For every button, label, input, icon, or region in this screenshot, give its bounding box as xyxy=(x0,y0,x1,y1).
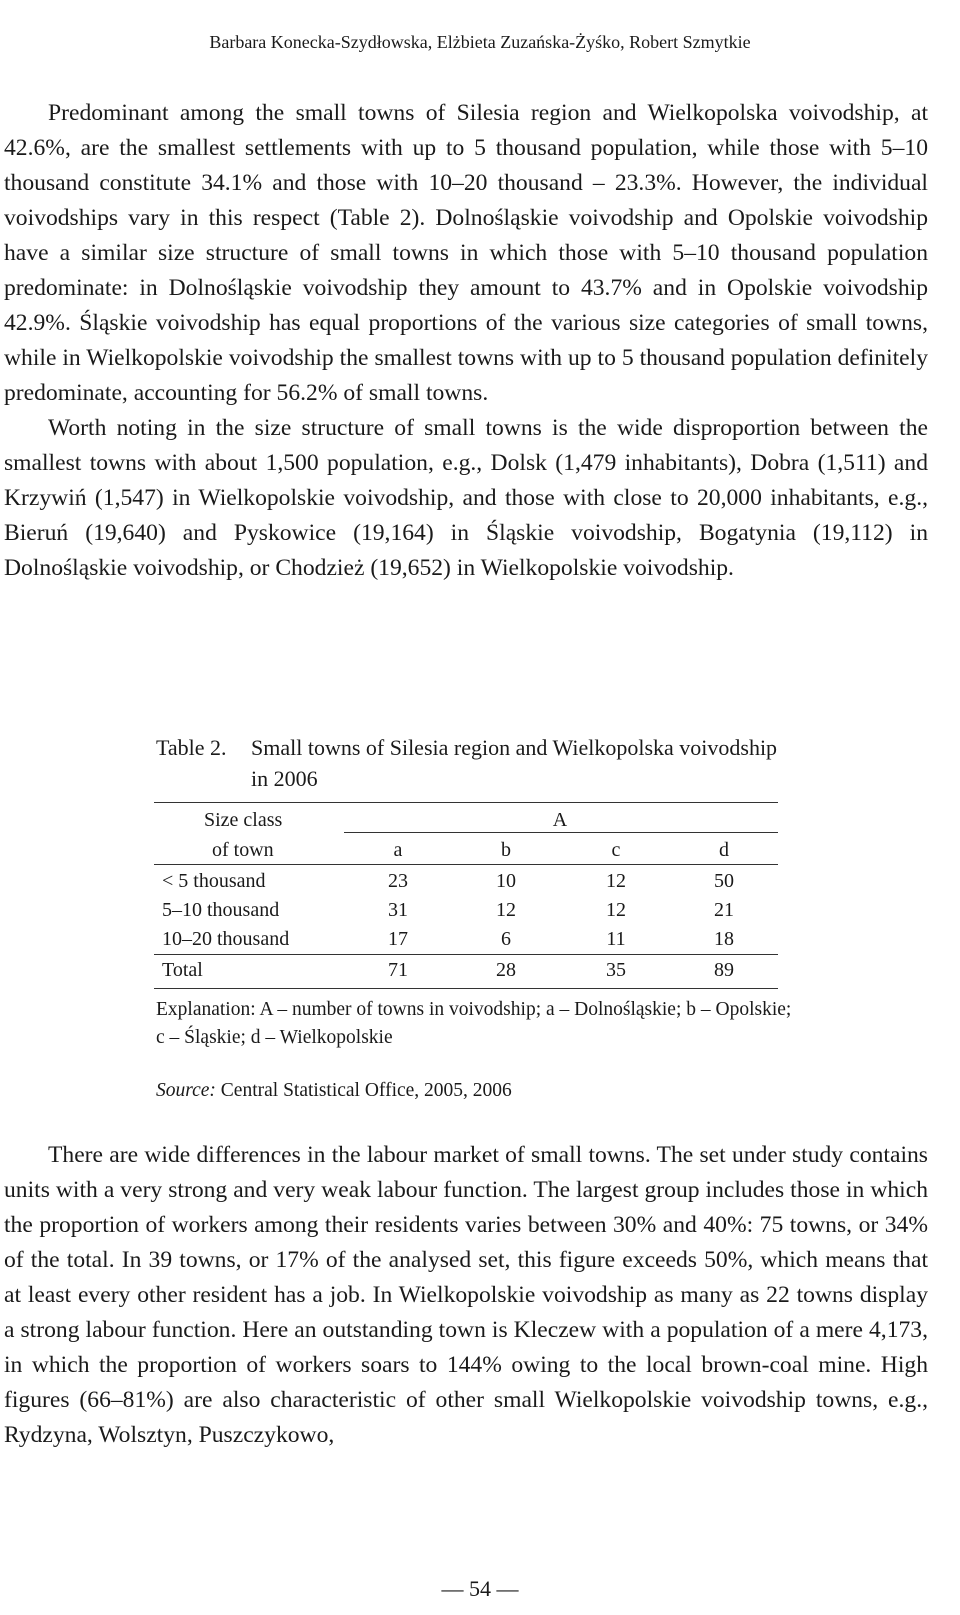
table-source xyxy=(156,1077,796,1105)
source-label: Source: xyxy=(156,1080,216,1101)
cell-value: 12 xyxy=(606,899,626,921)
header-col-d: d xyxy=(719,839,729,861)
table-header-rule xyxy=(154,864,778,865)
table-total-rule xyxy=(154,954,778,955)
row-label: 10–20 thousand xyxy=(162,928,290,950)
table-caption-title: Small towns of Silesia region and Wielkopolska voivodship in 2006 xyxy=(251,735,778,791)
row-label: 5–10 thousand xyxy=(162,899,280,921)
paragraph: Worth noting in the size structure of small towns is the wide disproportion between the smallest towns with about 1,500 population, e.g., Dolsk (1,479 inhabitants), Dobra (1,511) and Krzywiń (1,547) in Wielkopolskie voivodship, and those with close to 20,000 inhabitants, e.g., Bieruń (19,640) and Pyskowice (19,164) in Śląskie voivodship, Bogatynia (19,112) in Dolnośląskie voivodship, or Chodzież (19,652) in Wielkopolskie voivodship. xyxy=(4,415,928,581)
cell-value: 17 xyxy=(388,928,408,950)
total-value: 35 xyxy=(606,959,626,981)
cell-value: 10 xyxy=(496,870,516,892)
table-explanation: Explanation: A – number of towns in voivodship; a – Dolnośląskie; b – Opolskie; c – Śląskie; d – Wielkopolskie xyxy=(156,999,792,1048)
total-value: 71 xyxy=(388,959,408,981)
table-group-rule xyxy=(344,832,778,833)
header-size-class: Size class xyxy=(204,809,283,831)
paragraph: Predominant among the small towns of Silesia region and Wielkopolska voivodship, at 42.6%, are the smallest settlements with up to 5 thousand population, while those with 5–10 thousand constitute 34.1% and those with 10–20 thousand – 23.3%. However, the individual voivodships vary in this respect (Table 2). Dolnośląskie voivodship and Opolskie voivodship have a similar size structure of small towns in which those with 5–10 thousand population predominate: in Dolnośląskie voivodship they amount to 43.7% and in Opolskie voivodship 42.9%. Śląskie voivodship has equal proportions of the various size categories of small towns, while in Wielkopolskie voivodship the smallest towns with up to 5 thousand population definitely predominate, accounting for 56.2% of small towns. xyxy=(4,100,928,406)
row-label: < 5 thousand xyxy=(162,870,266,892)
source-text: Central Statistical Office, 2005, 2006 xyxy=(215,1080,512,1101)
header-col-c: c xyxy=(611,839,621,861)
cell-value: 11 xyxy=(606,928,626,950)
header-of-town: of town xyxy=(212,839,274,861)
table-caption-label: Table 2. xyxy=(156,735,227,760)
cell-value: 12 xyxy=(496,899,516,921)
cell-value: 31 xyxy=(388,899,408,921)
cell-value: 18 xyxy=(714,928,734,950)
page-number: — 54 — xyxy=(441,1576,519,1601)
table-bottom-rule xyxy=(154,988,778,989)
total-value: 89 xyxy=(714,959,734,981)
paragraph: There are wide differences in the labour market of small towns. The set under study contains units with a very strong and very weak labour function. The largest group includes those in which the proportion of workers among their residents varies between 30% and 40%: 75 towns, or 34% of the total. In 39 towns, or 17% of the analysed set, this figure exceeds 50%, which means that at least every other resident has a job. In Wielkopolskie voivodship as many as 22 towns display a strong labour function. Here an outstanding town is Kleczew with a population of a mere 4,173, in which the proportion of workers soars to 144% owing to the local brown-coal mine. High figures (66–81%) are also characteristic of other small Wielkopolskie voivodship towns, e.g., Rydzyna, Wolsztyn, Puszczykowo, xyxy=(4,1142,928,1448)
total-label: Total xyxy=(162,959,203,981)
body-text-top xyxy=(4,96,928,586)
body-text-bottom xyxy=(4,1138,928,1453)
cell-value: 12 xyxy=(606,870,626,892)
total-value: 28 xyxy=(496,959,516,981)
table-top-rule xyxy=(154,802,778,803)
cell-value: 50 xyxy=(714,870,734,892)
cell-value: 21 xyxy=(714,899,734,921)
header-col-a: a xyxy=(393,839,403,861)
header-col-b: b xyxy=(501,839,511,861)
cell-value: 6 xyxy=(501,928,511,950)
running-head: Barbara Konecka-Szydłowska, Elżbieta Zuzańska-Żyśko, Robert Szmytkie xyxy=(209,32,751,52)
header-group-a: A xyxy=(552,809,568,831)
cell-value: 23 xyxy=(388,870,408,892)
